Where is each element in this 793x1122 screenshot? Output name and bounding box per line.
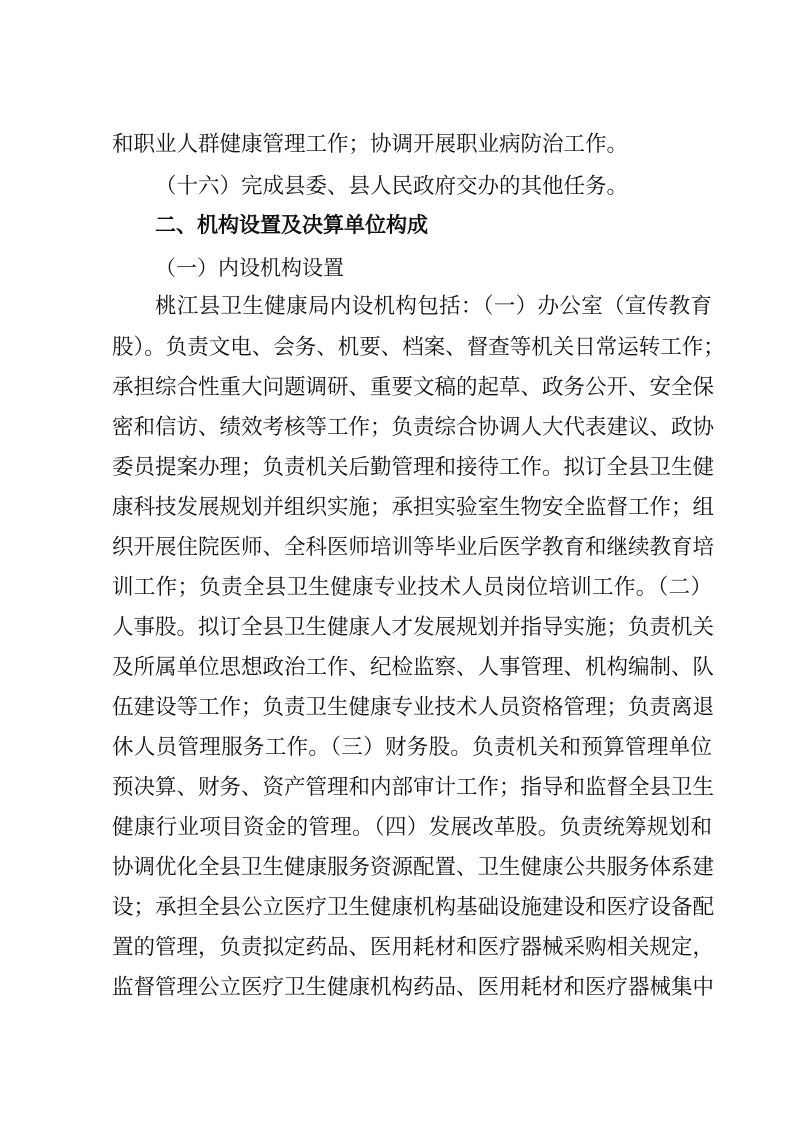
paragraph-line: 委员提案办理；负责机关后勤管理和接待工作。拟订全县卫生健 — [112, 455, 715, 480]
subsection-heading: （一）内设机构设置 — [155, 256, 344, 280]
paragraph-line: 监督管理公立医疗卫生健康机构药品、医用耗材和医疗器械集中 — [112, 975, 715, 1000]
paragraph-line: 股）。负责文电、会务、机要、档案、督查等机关日常运转工作； — [112, 335, 725, 360]
paragraph-line: 人事股。拟订全县卫生健康人才发展规划并指导实施；负责机关 — [112, 615, 715, 640]
paragraph-line: 休人员管理服务工作。（三）财务股。负责机关和预算管理单位 — [112, 735, 712, 760]
paragraph-line: 承担综合性重大问题调研、重要文稿的起草、政务公开、安全保 — [112, 375, 715, 400]
paragraph-line: 织开展住院医师、全科医师培训等毕业后医学教育和继续教育培 — [112, 535, 715, 560]
paragraph-line: 置的管理，负责拟定药品、医用耗材和医疗器械采购相关规定， — [112, 935, 715, 960]
paragraph-line: 及所属单位思想政治工作、纪检监察、人事管理、机构编制、队 — [112, 655, 715, 680]
paragraph-line: 康科技发展规划并组织实施；承担实验室生物安全监督工作；组 — [112, 495, 715, 520]
paragraph-line: 健康行业项目资金的管理。（四）发展改革股。负责统筹规划和 — [112, 815, 712, 840]
item-16-line: （十六）完成县委、县人民政府交办的其他任务。 — [155, 174, 629, 199]
continuation-line: 和职业人群健康管理工作；协调开展职业病防治工作。 — [112, 132, 629, 157]
paragraph-line: 桃江县卫生健康局内设机构包括：（一）办公室（宣传教育 — [155, 294, 712, 319]
paragraph-line: 伍建设等工作；负责卫生健康专业技术人员资格管理；负责离退 — [112, 695, 715, 720]
paragraph-line: 训工作；负责全县卫生健康专业技术人员岗位培训工作。（二） — [112, 575, 712, 600]
paragraph-line: 协调优化全县卫生健康服务资源配置、卫生健康公共服务体系建 — [112, 855, 715, 880]
paragraph-line: 预决算、财务、资产管理和内部审计工作；指导和监督全县卫生 — [112, 775, 715, 800]
section-heading: 二、机构设置及决算单位构成 — [155, 213, 428, 237]
paragraph-line: 设；承担全县公立医疗卫生健康机构基础设施建设和医疗设备配 — [112, 895, 715, 920]
paragraph-line: 密和信访、绩效考核等工作；负责综合协调人大代表建议、政协 — [112, 415, 715, 440]
